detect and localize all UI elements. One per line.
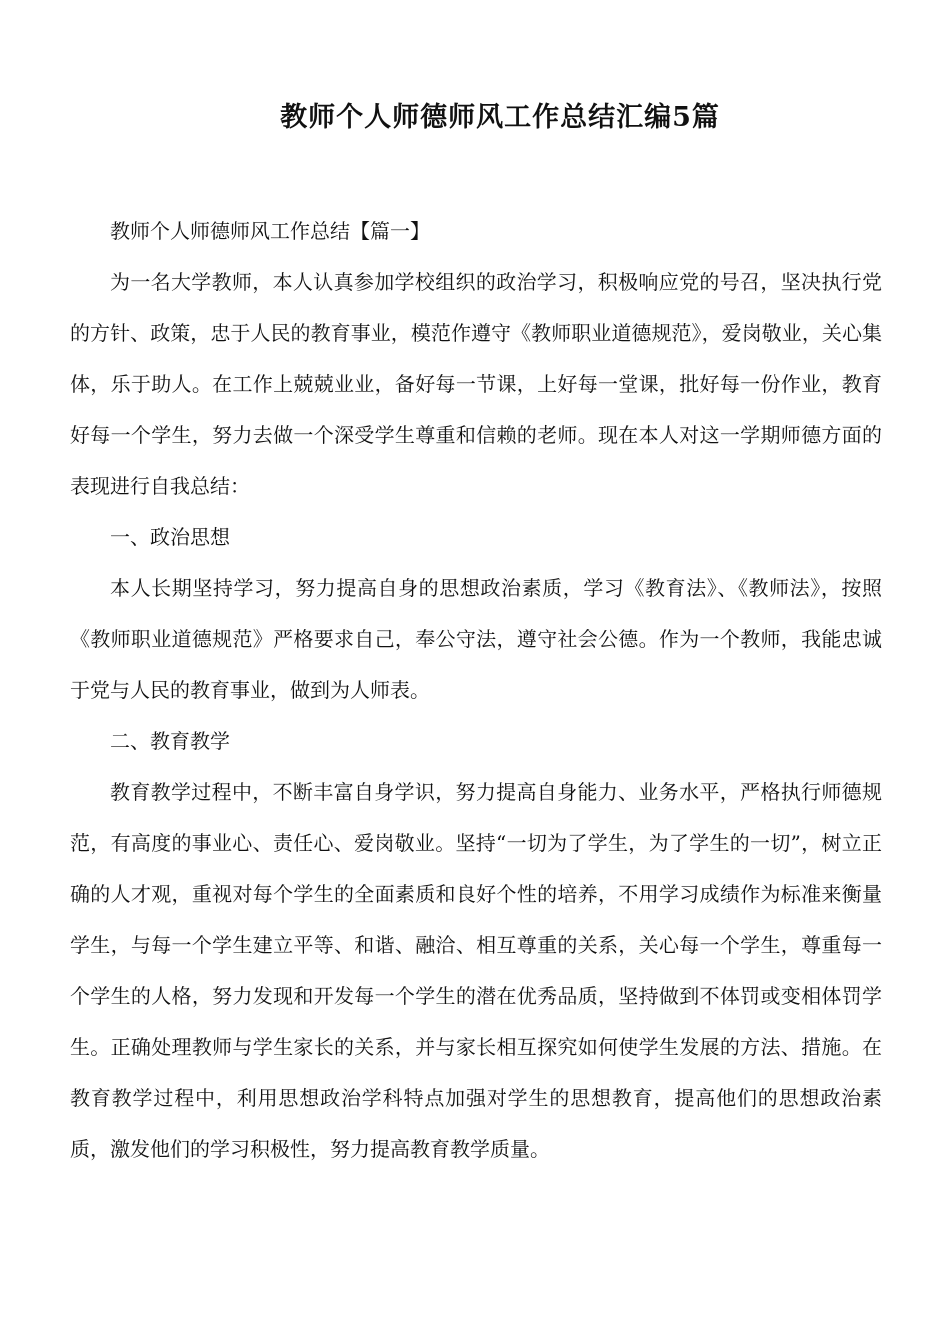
document-body xyxy=(70,206,882,1175)
body-paragraph: 教育教学过程中，不断丰富自身学识，努力提高自身能力、业务水平，严格执行师德规范，有高度的事业心、责任心、爱岗敬业。坚持“一切为了学生，为了学生的一切”，树立正确的人才观，重视对每个学生的全面素质和良好个性的培养，不用学习成绩作为标准来衡量学生，与每一个学生建立平等、和谐、融洽、相互尊重的关系，关心每一个学生，尊重每一个学生的人格，努力发现和开发每一个学生的潜在优秀品质，坚持做到不体罚或变相体罚学生。正确处理教师与学生家长的关系，并与家长相互探究如何使学生发展的方法、措施。在教育教学过程中，利用思想政治学科特点加强对学生的思想教育，提高他们的思想政治素质，激发他们的学习积极性，努力提高教育教学质量。 xyxy=(70,780,882,1161)
body-paragraph: 本人长期坚持学习，努力提高自身的思想政治素质，学习《教育法》、《教师法》，按照《教师职业道德规范》严格要求自己，奉公守法，遵守社会公德。作为一个教师，我能忠诚于党与人民的教育事业，做到为人师表。 xyxy=(70,576,882,702)
section-heading: 一、政治思想 xyxy=(110,525,230,549)
section-heading: 二、教育教学 xyxy=(110,729,230,753)
body-paragraph: 为一名大学教师，本人认真参加学校组织的政治学习，积极响应党的号召，坚决执行党的方针、政策，忠于人民的教育事业，模范作遵守《教师职业道德规范》，爱岗敬业，关心集体，乐于助人。在工作上兢兢业业，备好每一节课，上好每一堂课，批好每一份作业，教育好每一个学生，努力去做一个深受学生尊重和信赖的老师。现在本人对这一学期师德方面的表现进行自我总结： xyxy=(70,270,882,498)
document-title: 教师个人师德师风工作总结汇编5篇 xyxy=(280,102,720,133)
section-heading: 教师个人师德师风工作总结【篇一】 xyxy=(110,219,430,243)
